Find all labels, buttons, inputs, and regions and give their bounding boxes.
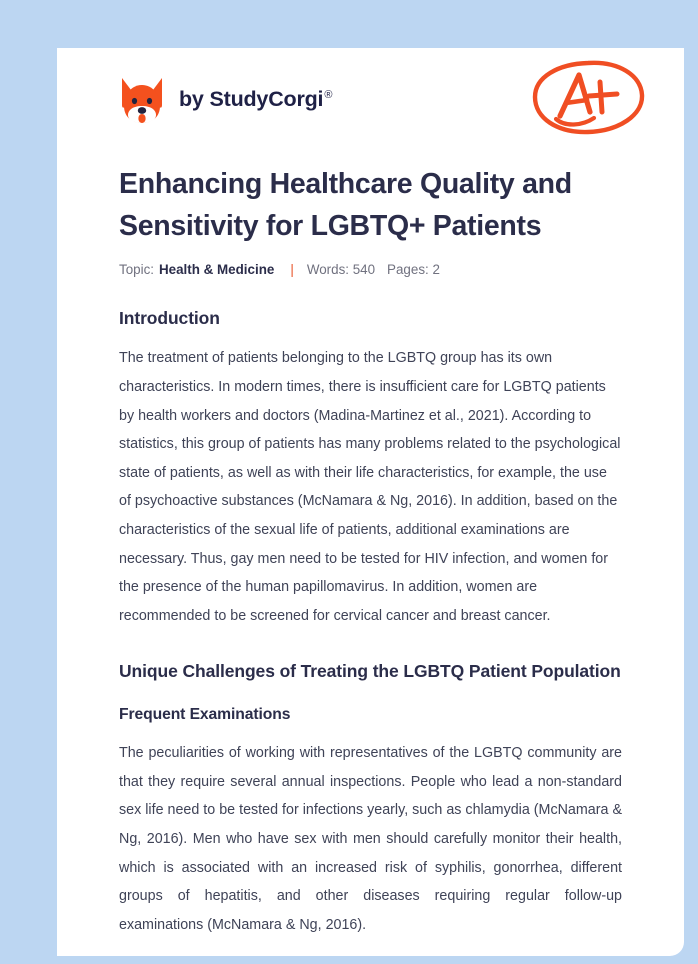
section-heading-unique-challenges: Unique Challenges of Treating the LGBTQ Patient Population: [119, 661, 621, 682]
brand-word: StudyCorgi: [209, 87, 324, 112]
page-title: Enhancing Healthcare Quality and Sensitivity for LGBTQ+ Patients: [119, 168, 572, 242]
topic-value[interactable]: Health & Medicine: [158, 261, 275, 277]
document-sheet: [57, 48, 684, 956]
corgi-face-icon: [119, 75, 165, 125]
a-plus-circle-icon: [532, 58, 645, 135]
registered-trademark-icon: ®: [324, 89, 333, 102]
section-heading-introduction: Introduction: [119, 307, 220, 328]
brand-prefix: by: [179, 87, 210, 112]
section-heading-frequent-examinations: Frequent Examinations: [119, 705, 291, 723]
word-count: Words: 540: [306, 261, 376, 277]
page-count: Pages: 2: [387, 261, 440, 277]
brand-logo-block[interactable]: [119, 75, 332, 125]
section-paragraph-introduction: The treatment of patients belonging to the LGBTQ group has its own characteristics. In modern times, there is insufficient care for LGBTQ patients by health workers and doctors (Madina-Martinez et al., 2021). According to statistics, this group of patients has many problems related to the psychological state of patients, as well as with their life characteristics, for example, the use of psychoactive substances (McNamara & Ng, 2016). In addition, based on the characteristics of the sexual life of patients, additional examinations are necessary. Thus, gay men need to be tested for HIV infection, and women for the presence of the human papillomavirus. In addition, women are recommended to be screened for cervical cancer and breast cancer.: [119, 350, 621, 624]
document-meta: [119, 262, 622, 277]
document-header: [119, 48, 622, 152]
meta-separator: |: [290, 261, 294, 277]
a-plus-grade-badge: [532, 58, 645, 135]
brand-name-text: [179, 89, 332, 111]
topic-label: Topic:: [119, 261, 154, 277]
section-paragraph-frequent-examinations: The peculiarities of working with representatives of the LGBTQ community are that they require several annual inspections. People who lead a non-standard sex life need to be tested for infections yearly, such as chlamydia (McNamara & Ng, 2016). Men who have sex with men should carefully monitor their health, which is associated with an increased risk of syphilis, gonorrhea, different groups of hepatitis, and other diseases requiring regular follow-up examinations (McNamara & Ng, 2016).: [119, 745, 622, 933]
